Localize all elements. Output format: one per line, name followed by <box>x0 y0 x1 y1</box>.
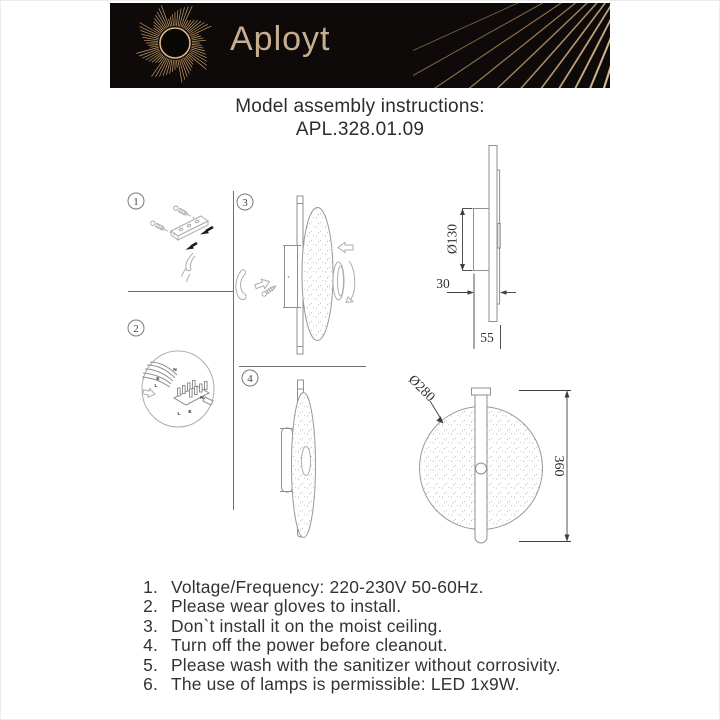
instruction-number: 6. <box>143 674 158 695</box>
step-1-bracket-drawing <box>150 205 213 282</box>
instruction-item <box>133 578 633 597</box>
terminal-label-l: L <box>177 412 181 417</box>
instruction-number: 3. <box>143 615 158 636</box>
instruction-number: 4. <box>143 635 158 656</box>
step-1-number: 1 <box>133 196 139 208</box>
side-view-dimensioned <box>436 146 516 350</box>
terminal-label-n: N <box>173 368 177 373</box>
step-1-badge <box>128 193 144 209</box>
step-3-number: 3 <box>242 197 248 209</box>
instruction-number: 2. <box>143 596 158 617</box>
step-2-wiring-drawing <box>142 351 214 427</box>
instructions-list <box>133 578 633 694</box>
insert-arrow-icon <box>186 243 198 250</box>
instruction-item <box>133 675 633 694</box>
terminal-label-l: L <box>154 384 158 389</box>
step-4-badge <box>242 370 258 386</box>
instruction-text: The use of lamps is permissible: LED 1x9W. <box>171 674 520 695</box>
instruction-text: Turn off the power before cleanout. <box>171 635 448 656</box>
disk-highlight <box>302 447 311 476</box>
instruction-text: Please wear gloves to install. <box>171 596 402 617</box>
direction-arrow-icon <box>338 243 353 253</box>
instruction-item <box>133 636 633 655</box>
disk-edge <box>497 224 500 249</box>
mounting-plate <box>285 246 298 308</box>
step-4-assembled-drawing <box>280 380 316 538</box>
step-3-exploded-drawing <box>236 196 355 354</box>
lamp-disk <box>302 208 333 341</box>
instruction-text: Voltage/Frequency: 220-230V 50-60Hz. <box>171 577 484 597</box>
step-4-number: 4 <box>247 373 253 385</box>
terminal-label-n: N <box>200 396 204 401</box>
rotate-arrow-icon <box>349 261 355 300</box>
dimension-55: 55 <box>480 330 494 345</box>
dimension-30: 30 <box>436 276 450 291</box>
clip-part <box>186 253 195 271</box>
step-2-badge <box>128 320 144 336</box>
page-title: Model assembly instructions: <box>235 96 485 117</box>
dimension-130: Ø130 <box>444 224 460 254</box>
bracket-part <box>236 270 246 300</box>
screw-icon <box>173 205 198 221</box>
instruction-text: Please wash with the sanitizer without corrosivity. <box>171 654 561 675</box>
instruction-item <box>133 597 633 616</box>
model-number: APL.328.01.09 <box>295 119 425 140</box>
wall-bracket <box>282 428 293 492</box>
wall-plate <box>489 146 497 322</box>
instruction-number: 1. <box>143 577 158 597</box>
front-view-dimensioned <box>405 372 571 543</box>
hub <box>476 463 487 474</box>
terminal-label-e: E <box>156 377 160 382</box>
rod-cap <box>472 388 491 395</box>
instruction-text: Don`t install it on the moist ceiling. <box>171 615 443 636</box>
step-3-badge <box>237 194 253 210</box>
terminal-label-e: E <box>188 410 192 415</box>
instruction-item <box>133 617 633 636</box>
instruction-item <box>133 656 633 675</box>
dimension-360: 360 <box>550 455 566 477</box>
terminal-block <box>174 381 213 406</box>
clip-part <box>187 274 190 282</box>
direction-arrow-icon <box>142 387 156 398</box>
clip-part <box>182 268 186 277</box>
brand-logo-text: Aployt <box>230 20 331 58</box>
step-2-number: 2 <box>133 323 139 335</box>
instruction-number: 5. <box>143 654 158 675</box>
driver-box <box>474 209 490 271</box>
dimension-280: Ø280 <box>404 372 438 406</box>
